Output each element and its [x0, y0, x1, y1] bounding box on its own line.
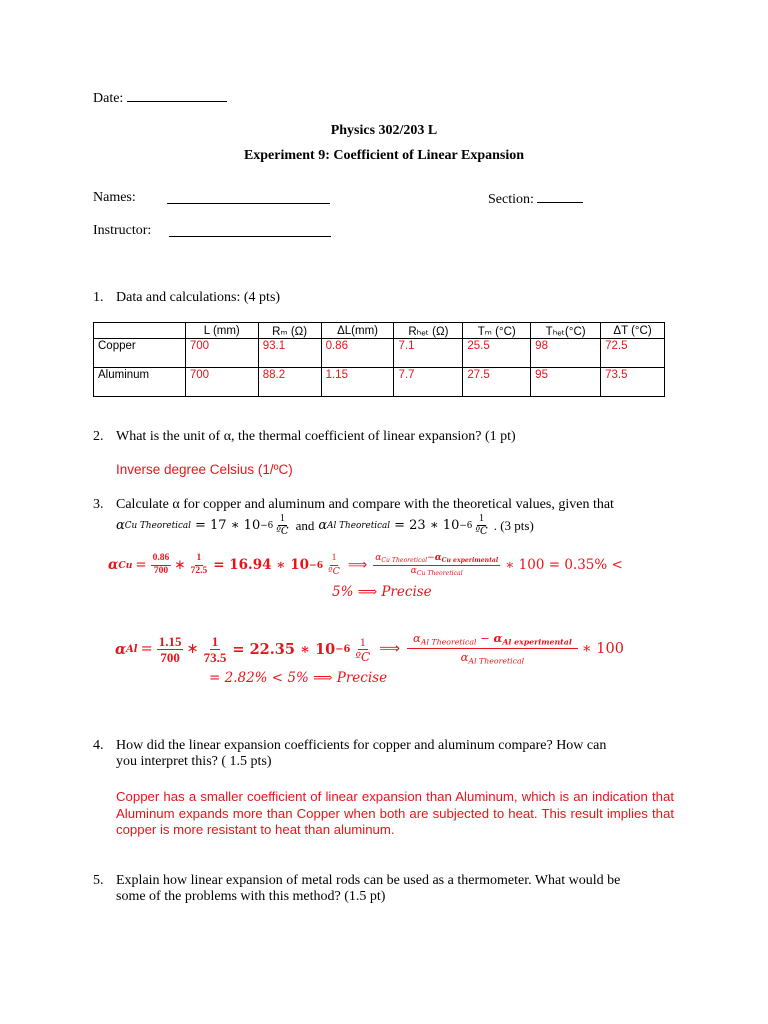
- section-line: [488, 190, 583, 208]
- table-cell: 73.5: [601, 368, 665, 397]
- table-header: ΔL(mm): [321, 323, 394, 339]
- frac-den: 700: [160, 649, 180, 665]
- unit-fraction: [274, 514, 290, 537]
- table-row: [94, 339, 665, 368]
- given-cu-sub: Cu Theoretical: [124, 520, 191, 531]
- q2-answer: Inverse degree Celsius (1/ºC): [116, 462, 293, 477]
- section-blank: [537, 190, 583, 203]
- date-blank: [127, 89, 227, 102]
- unit-fraction: [353, 636, 372, 663]
- al-frac-2: [202, 635, 229, 664]
- table-cell: 700: [185, 368, 258, 397]
- cu-frac-2: [189, 554, 210, 576]
- frac-num: 0.86: [151, 554, 172, 566]
- exp: −6: [335, 643, 351, 655]
- table-cell: 72.5: [601, 339, 665, 368]
- given-cu-value: = 17 ∗ 10: [195, 518, 261, 533]
- experiment-title: Experiment 9: Coefficient of Linear Expansion: [243, 148, 525, 163]
- unit-fraction: [473, 514, 489, 537]
- frac-den: $\alpha_{Cu Theoretical}$: [410, 565, 463, 577]
- section-label: Section:: [488, 192, 534, 207]
- alpha-symbol: α: [318, 518, 328, 533]
- alpha-symbol: α: [116, 518, 125, 533]
- row-label: Aluminum: [94, 368, 186, 397]
- q2-number: 2.: [93, 429, 104, 444]
- given-al-sub: Al Theoretical: [327, 520, 391, 531]
- q4-number: 4.: [93, 738, 104, 753]
- alpha-symbol: α: [108, 557, 119, 574]
- given-exp: −6: [260, 520, 274, 531]
- given-al-value: = 23 ∗ 10: [394, 518, 460, 533]
- row-label: Copper: [94, 339, 186, 368]
- exp: −6: [309, 559, 324, 571]
- table-header: Tₕₑₜ(°C): [531, 323, 601, 339]
- q5-text-line2: some of the problems with this method? (1.5 pt): [116, 889, 386, 904]
- cu-frac-1: [151, 554, 172, 576]
- table-row: [94, 368, 665, 397]
- table-cell: 93.1: [258, 339, 321, 368]
- data-table: [93, 322, 665, 397]
- frac-den: ºC: [355, 649, 371, 664]
- instructor-blank: [169, 224, 331, 237]
- table-cell: 25.5: [463, 339, 531, 368]
- alpha-symbol: α: [115, 640, 127, 658]
- instructor-label: Instructor:: [93, 223, 152, 238]
- cu-result: = 16.94 ∗ 10: [213, 557, 310, 574]
- al-sub: Al: [126, 643, 138, 655]
- al-answer-line1: α Al = $\frac{1.15}{700}$ ∗ $\frac{1}{73.5}$ = 22.35 ∗ 10 −6 $\frac{1}{\text{ºC}}$ ⟹ $\frac{\alpha_{Al Theoretical} - \alpha_{Al experimental}}{\alpha_{Al Theoretical}}$ ∗ 100: [115, 631, 624, 666]
- table-cell: 88.2: [258, 368, 321, 397]
- frac-num: $\alpha_{Cu Theoretical}-\alpha_{Cu experimental}$: [373, 554, 500, 566]
- table-cell: 27.5: [463, 368, 531, 397]
- table-header: Tₘ (°C): [463, 323, 531, 339]
- given-pts: . (3 pts): [493, 517, 534, 533]
- table-header: L (mm): [185, 323, 258, 339]
- frac-num: 1: [359, 634, 366, 649]
- table-header: Rₘ (Ω): [258, 323, 321, 339]
- table-cell: 700: [185, 339, 258, 368]
- table-cell: 95: [531, 368, 601, 397]
- date-label: Date:: [93, 91, 124, 106]
- frac-num: 1: [479, 513, 485, 524]
- q4-answer: Copper has a smaller coefficient of linear expansion than Aluminum, which is an indication that Aluminum expands more than Copper when both are subjected to heat. This result implies that copper is more resistant to heat than aluminum.: [116, 789, 674, 837]
- frac-num: 1: [330, 554, 339, 566]
- frac-num: 1: [279, 513, 285, 524]
- given-exp: −6: [459, 520, 473, 531]
- frac-den: 73.5: [203, 649, 227, 665]
- frac-den: ºC: [276, 526, 289, 537]
- given-and: and: [295, 517, 315, 533]
- table-cell: 0.86: [321, 339, 394, 368]
- q5-number: 5.: [93, 873, 104, 888]
- table-cell: 7.7: [394, 368, 463, 397]
- table-cell: 98: [531, 339, 601, 368]
- frac-den: 72.5: [190, 565, 208, 576]
- table-header: Rₕₑₜ (Ω): [394, 323, 463, 339]
- cu-answer-line2: 5% ⟹ Precise: [332, 584, 432, 600]
- names-blank: [167, 191, 330, 204]
- cu-answer-line1: α Cu = $\frac{0.86}{700}$ ∗ $\frac{1}{72.5}$ = 16.94 ∗ 10 −6 $\frac{1}{\text{ºC}}$ ⟹ $\frac{\alpha_{Cu Theoretical}-\alpha_{Cu experimental}}{\alpha_{Cu Theoretical}}$ ∗ 100 = 0.35% <: [108, 553, 623, 577]
- q4-text-line1: How did the linear expansion coefficients for copper and aluminum compare? How can: [116, 738, 607, 753]
- course-title: Physics 302/203 L: [330, 123, 438, 138]
- date-line: [93, 89, 227, 107]
- frac-num: 1: [195, 554, 204, 566]
- table-header: ΔT (°C): [601, 323, 665, 339]
- al-tail: ∗ 100: [581, 641, 624, 658]
- frac-num: 1: [211, 633, 219, 649]
- q3-given-values: [116, 514, 534, 537]
- table-cell: 7.1: [394, 339, 463, 368]
- al-ratio: [407, 633, 578, 665]
- al-answer-line2: = 2.82% < 5% ⟹ Precise: [209, 670, 388, 686]
- table-header: [94, 323, 186, 339]
- frac-den: 700: [153, 565, 169, 576]
- cu-sub: Cu: [118, 559, 133, 571]
- q3-number: 3.: [93, 497, 104, 512]
- frac-num: $\alpha_{Al Theoretical} - \alpha_{Al experimental}$: [407, 633, 578, 649]
- unit-fraction: [326, 554, 342, 576]
- cu-ratio: [373, 554, 500, 577]
- q2-text: What is the unit of α, the thermal coefficient of linear expansion? (1 pt): [116, 429, 516, 444]
- table-cell: 1.15: [321, 368, 394, 397]
- q1-number: 1.: [93, 290, 104, 305]
- frac-den: ºC: [328, 565, 340, 577]
- q4-text-line2: you interpret this? ( 1.5 pts): [116, 754, 272, 769]
- table-header-row: [94, 323, 665, 339]
- names-label: Names:: [93, 190, 136, 205]
- cu-tail: ∗ 100 = 0.35% <: [505, 557, 623, 574]
- frac-den: $\alpha_{Al Theoretical}$: [460, 650, 525, 666]
- q1-text: Data and calculations: (4 pts): [116, 290, 281, 305]
- al-result: = 22.35 ∗ 10: [232, 640, 336, 658]
- q3-text: Calculate α for copper and aluminum and compare with the theoretical values, given that: [116, 497, 614, 512]
- frac-den: ºC: [475, 526, 488, 537]
- q5-text-line1: Explain how linear expansion of metal rods can be used as a thermometer. What would be: [116, 873, 621, 888]
- al-frac-1: [157, 635, 184, 664]
- frac-num: 1.15: [158, 633, 182, 649]
